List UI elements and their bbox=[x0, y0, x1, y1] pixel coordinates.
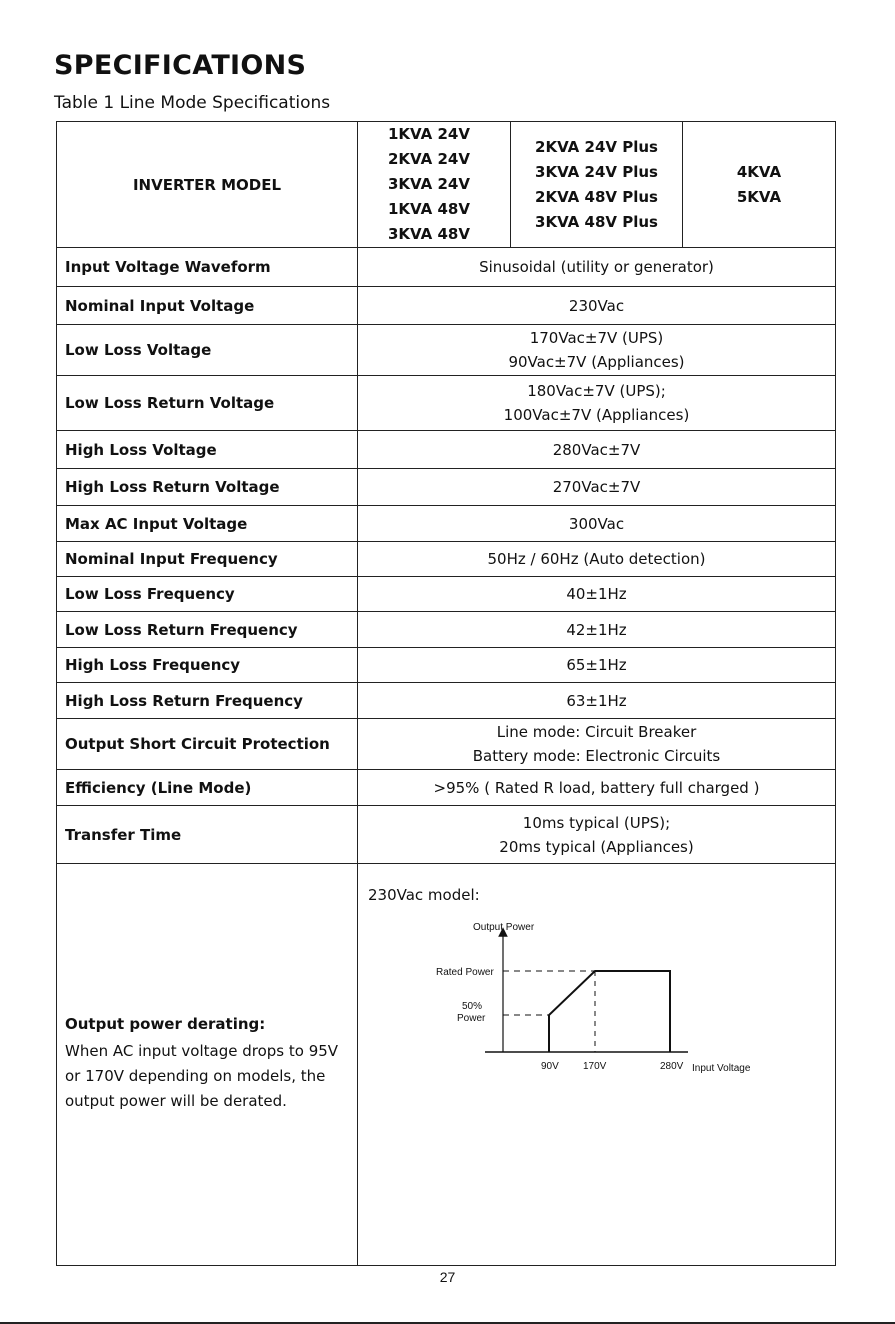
page-heading: SPECIFICATIONS bbox=[54, 50, 307, 81]
derating-heading: Output power derating: bbox=[65, 1015, 266, 1033]
spec-value: 280Vac±7V bbox=[358, 431, 836, 469]
model-name: 3KVA 48V Plus bbox=[535, 212, 658, 231]
spec-value: 65±1Hz bbox=[358, 648, 836, 683]
spec-value: 40±1Hz bbox=[358, 577, 836, 612]
derating-description bbox=[57, 864, 358, 1266]
spec-label: High Loss Return Voltage bbox=[57, 469, 358, 506]
spec-row bbox=[57, 719, 836, 770]
spec-value: 170Vac±7V (UPS) 90Vac±7V (Appliances) bbox=[358, 325, 836, 376]
rated-power-label: Rated Power bbox=[436, 967, 494, 978]
spec-row bbox=[57, 325, 836, 376]
spec-value: 270Vac±7V bbox=[358, 469, 836, 506]
spec-label: High Loss Frequency bbox=[57, 648, 358, 683]
spec-label: Max AC Input Voltage bbox=[57, 506, 358, 542]
spec-label: Nominal Input Voltage bbox=[57, 287, 358, 325]
derating-text: When AC input voltage drops to 95V or 170V depending on models, the output power will be derated. bbox=[65, 1042, 339, 1110]
model-name: 3KVA 24V Plus bbox=[535, 162, 658, 181]
spec-label: Low Loss Return Frequency bbox=[57, 612, 358, 648]
spec-label: Low Loss Return Voltage bbox=[57, 376, 358, 431]
spec-value: 63±1Hz bbox=[358, 683, 836, 719]
spec-row bbox=[57, 806, 836, 864]
spec-label: Nominal Input Frequency bbox=[57, 542, 358, 577]
model-name: 1KVA 24V bbox=[388, 125, 470, 143]
derating-curve bbox=[549, 971, 670, 1052]
spec-row bbox=[57, 683, 836, 719]
x-tick-label: 170V bbox=[583, 1061, 607, 1072]
spec-label: Efficiency (Line Mode) bbox=[57, 770, 358, 806]
table-title: Table 1 Line Mode Specifications bbox=[54, 93, 331, 113]
x-tick-label: 280V bbox=[660, 1061, 684, 1072]
model-name: 2KVA 48V Plus bbox=[535, 187, 658, 206]
model-name: 4KVA bbox=[736, 162, 782, 181]
spec-label: Output Short Circuit Protection bbox=[57, 719, 358, 770]
spec-label: High Loss Return Frequency bbox=[57, 683, 358, 719]
spec-row bbox=[57, 376, 836, 431]
spec-value: 230Vac bbox=[358, 287, 836, 325]
spec-row bbox=[57, 248, 836, 287]
model-name: 3KVA 48V bbox=[388, 225, 470, 243]
graph-model-label: 230Vac model: bbox=[368, 886, 480, 904]
model-group-2 bbox=[511, 122, 683, 248]
model-header-label: INVERTER MODEL bbox=[57, 122, 358, 248]
spec-value: Sinusoidal (utility or generator) bbox=[358, 248, 836, 287]
spec-label: Transfer Time bbox=[57, 806, 358, 864]
spec-row bbox=[57, 506, 836, 542]
line-mode-spec-table bbox=[56, 121, 836, 1266]
derating-graph-cell bbox=[358, 864, 836, 1266]
spec-row bbox=[57, 431, 836, 469]
spec-value: >95% ( Rated R load, battery full charged ) bbox=[358, 770, 836, 806]
spec-label: Low Loss Frequency bbox=[57, 577, 358, 612]
spec-value: 180Vac±7V (UPS); 100Vac±7V (Appliances) bbox=[358, 376, 836, 431]
spec-value: 42±1Hz bbox=[358, 612, 836, 648]
model-header-row bbox=[57, 122, 836, 248]
spec-value: Line mode: Circuit Breaker Battery mode: Electronic Circuits bbox=[358, 719, 836, 770]
spec-row bbox=[57, 577, 836, 612]
spec-row bbox=[57, 287, 836, 325]
spec-row bbox=[57, 469, 836, 506]
spec-label: Low Loss Voltage bbox=[57, 325, 358, 376]
model-name: 3KVA 24V bbox=[388, 175, 470, 193]
model-group-3 bbox=[683, 122, 836, 248]
spec-row bbox=[57, 648, 836, 683]
spec-value: 50Hz / 60Hz (Auto detection) bbox=[358, 542, 836, 577]
model-group-1 bbox=[358, 122, 511, 248]
spec-value: 300Vac bbox=[358, 506, 836, 542]
half-power-label: 50% bbox=[462, 1001, 483, 1012]
spec-label: High Loss Voltage bbox=[57, 431, 358, 469]
spec-value: 10ms typical (UPS); 20ms typical (Appliances) bbox=[358, 806, 836, 864]
half-power-label: Power bbox=[457, 1013, 486, 1024]
spec-label: Input Voltage Waveform bbox=[57, 248, 358, 287]
x-tick-label: 90V bbox=[541, 1061, 559, 1072]
spec-row bbox=[57, 770, 836, 806]
spec-row bbox=[57, 612, 836, 648]
model-name: 2KVA 24V bbox=[388, 150, 470, 168]
derating-row bbox=[57, 864, 836, 1266]
page-number: 27 bbox=[439, 1269, 456, 1285]
model-name: 1KVA 48V bbox=[388, 200, 470, 218]
derating-curve-graph bbox=[358, 864, 834, 1264]
spec-row bbox=[57, 542, 836, 577]
x-axis-label: Input Voltage bbox=[692, 1063, 751, 1074]
model-name: 2KVA 24V Plus bbox=[535, 137, 658, 156]
model-name: 5KVA bbox=[736, 187, 782, 206]
y-axis-label: Output Power bbox=[473, 922, 535, 933]
